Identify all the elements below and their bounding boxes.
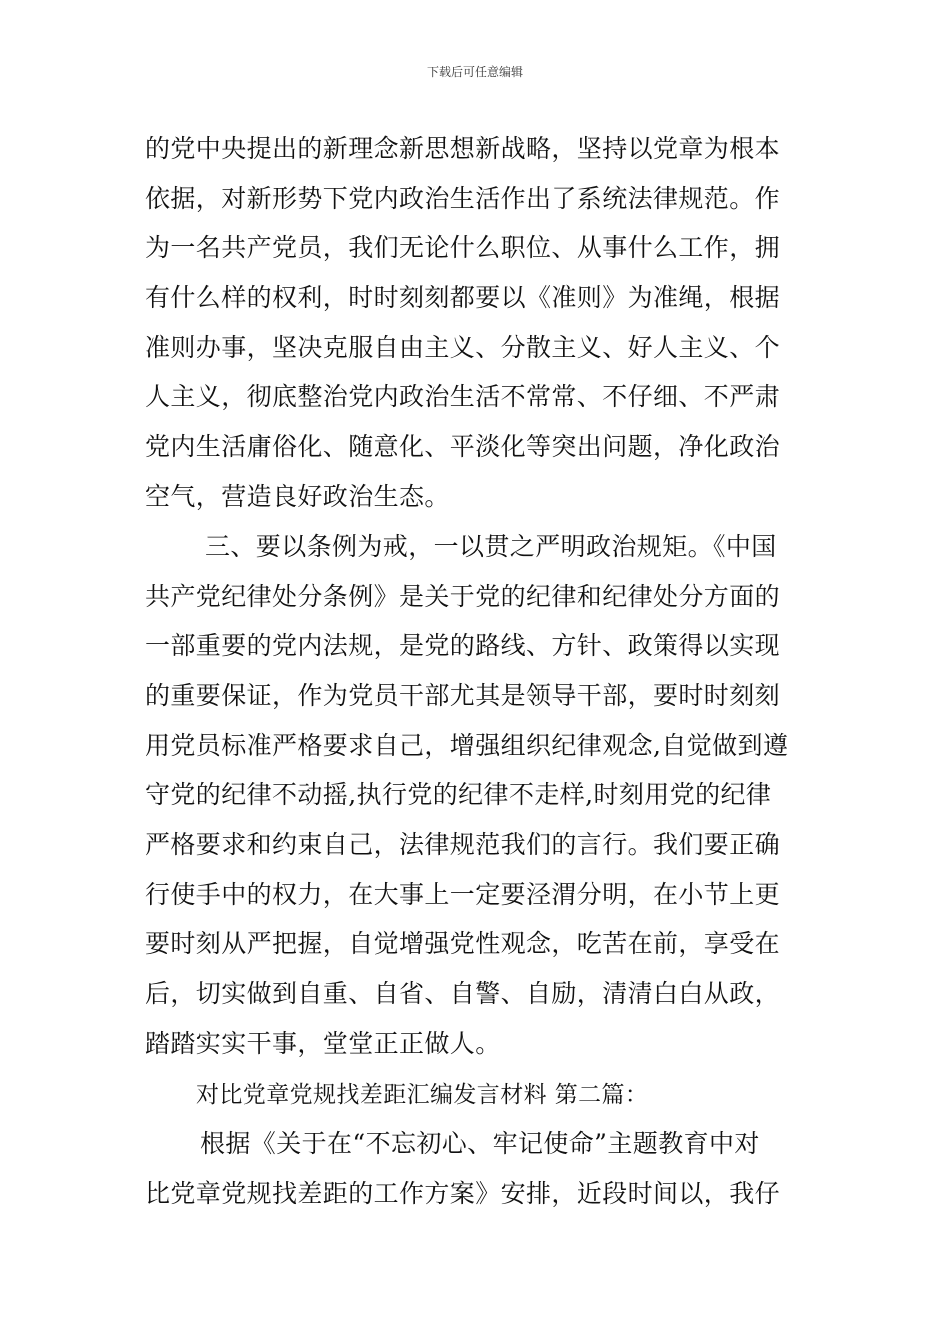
section-heading-paragraph: 三、要以条例为戒，一以贯之严明政治规矩。《中国 [205,532,777,561]
body-line: 比党章党规找差距的工作方案》安排，近段时间以，我仔 [145,1179,781,1208]
body-line: 根据《关于在“不忘初心、牢记使命”主题教育中对 [200,1129,760,1158]
body-line: 的党中央提出的新理念新思想新战略，坚持以党章为根本 [145,134,781,163]
body-line: 为一名共产党员，我们无论什么职位、从事什么工作，拥 [145,233,781,262]
body-line: 用党员标准严格要求自己，增强组织纪律观念,自觉做到遵 [145,731,789,760]
page-header: 下载后可任意编辑 [426,65,523,79]
body-line: 严格要求和约束自己，法律规范我们的言行。我们要正确 [145,830,781,859]
body-line: 的重要保证，作为党员干部尤其是领导干部，要时时刻刻 [145,681,781,710]
body-line: 踏踏实实干事，堂堂正正做人。 [145,1029,501,1058]
body-line: 行使手中的权力，在大事上一定要泾渭分明，在小节上更 [145,880,781,909]
body-line: 一部重要的党内法规，是党的路线、方针、政策得以实现 [145,631,781,660]
body-line: 准则办事，坚决克服自由主义、分散主义、好人主义、个 [145,333,781,362]
body-line: 党内生活庸俗化、随意化、平淡化等突出问题，净化政治 [145,432,781,461]
body-line: 守党的纪律不动摇,执行党的纪律不走样,时刻用党的纪律 [145,780,772,809]
body-line: 共产党纪律处分条例》是关于党的纪律和纪律处分方面的 [145,582,781,611]
body-line: 有什么样的权利，时时刻刻都要以《准则》为准绳，根据 [145,283,781,312]
section-title: 对比党章党规找差距汇编发言材料 第二篇： [196,1082,649,1108]
body-line: 后，切实做到自重、自省、自警、自励，清清白白从政， [145,979,781,1008]
body-line: 要时刻从严把握，自觉增强党性观念，吃苦在前，享受在 [145,929,781,958]
body-line: 空气，营造良好政治生态。 [145,482,450,511]
body-line: 人主义，彻底整治党内政治生活不常常、不仔细、不严肃 [145,382,781,411]
body-line: 依据，对新形势下党内政治生活作出了系统法律规范。作 [145,184,781,213]
